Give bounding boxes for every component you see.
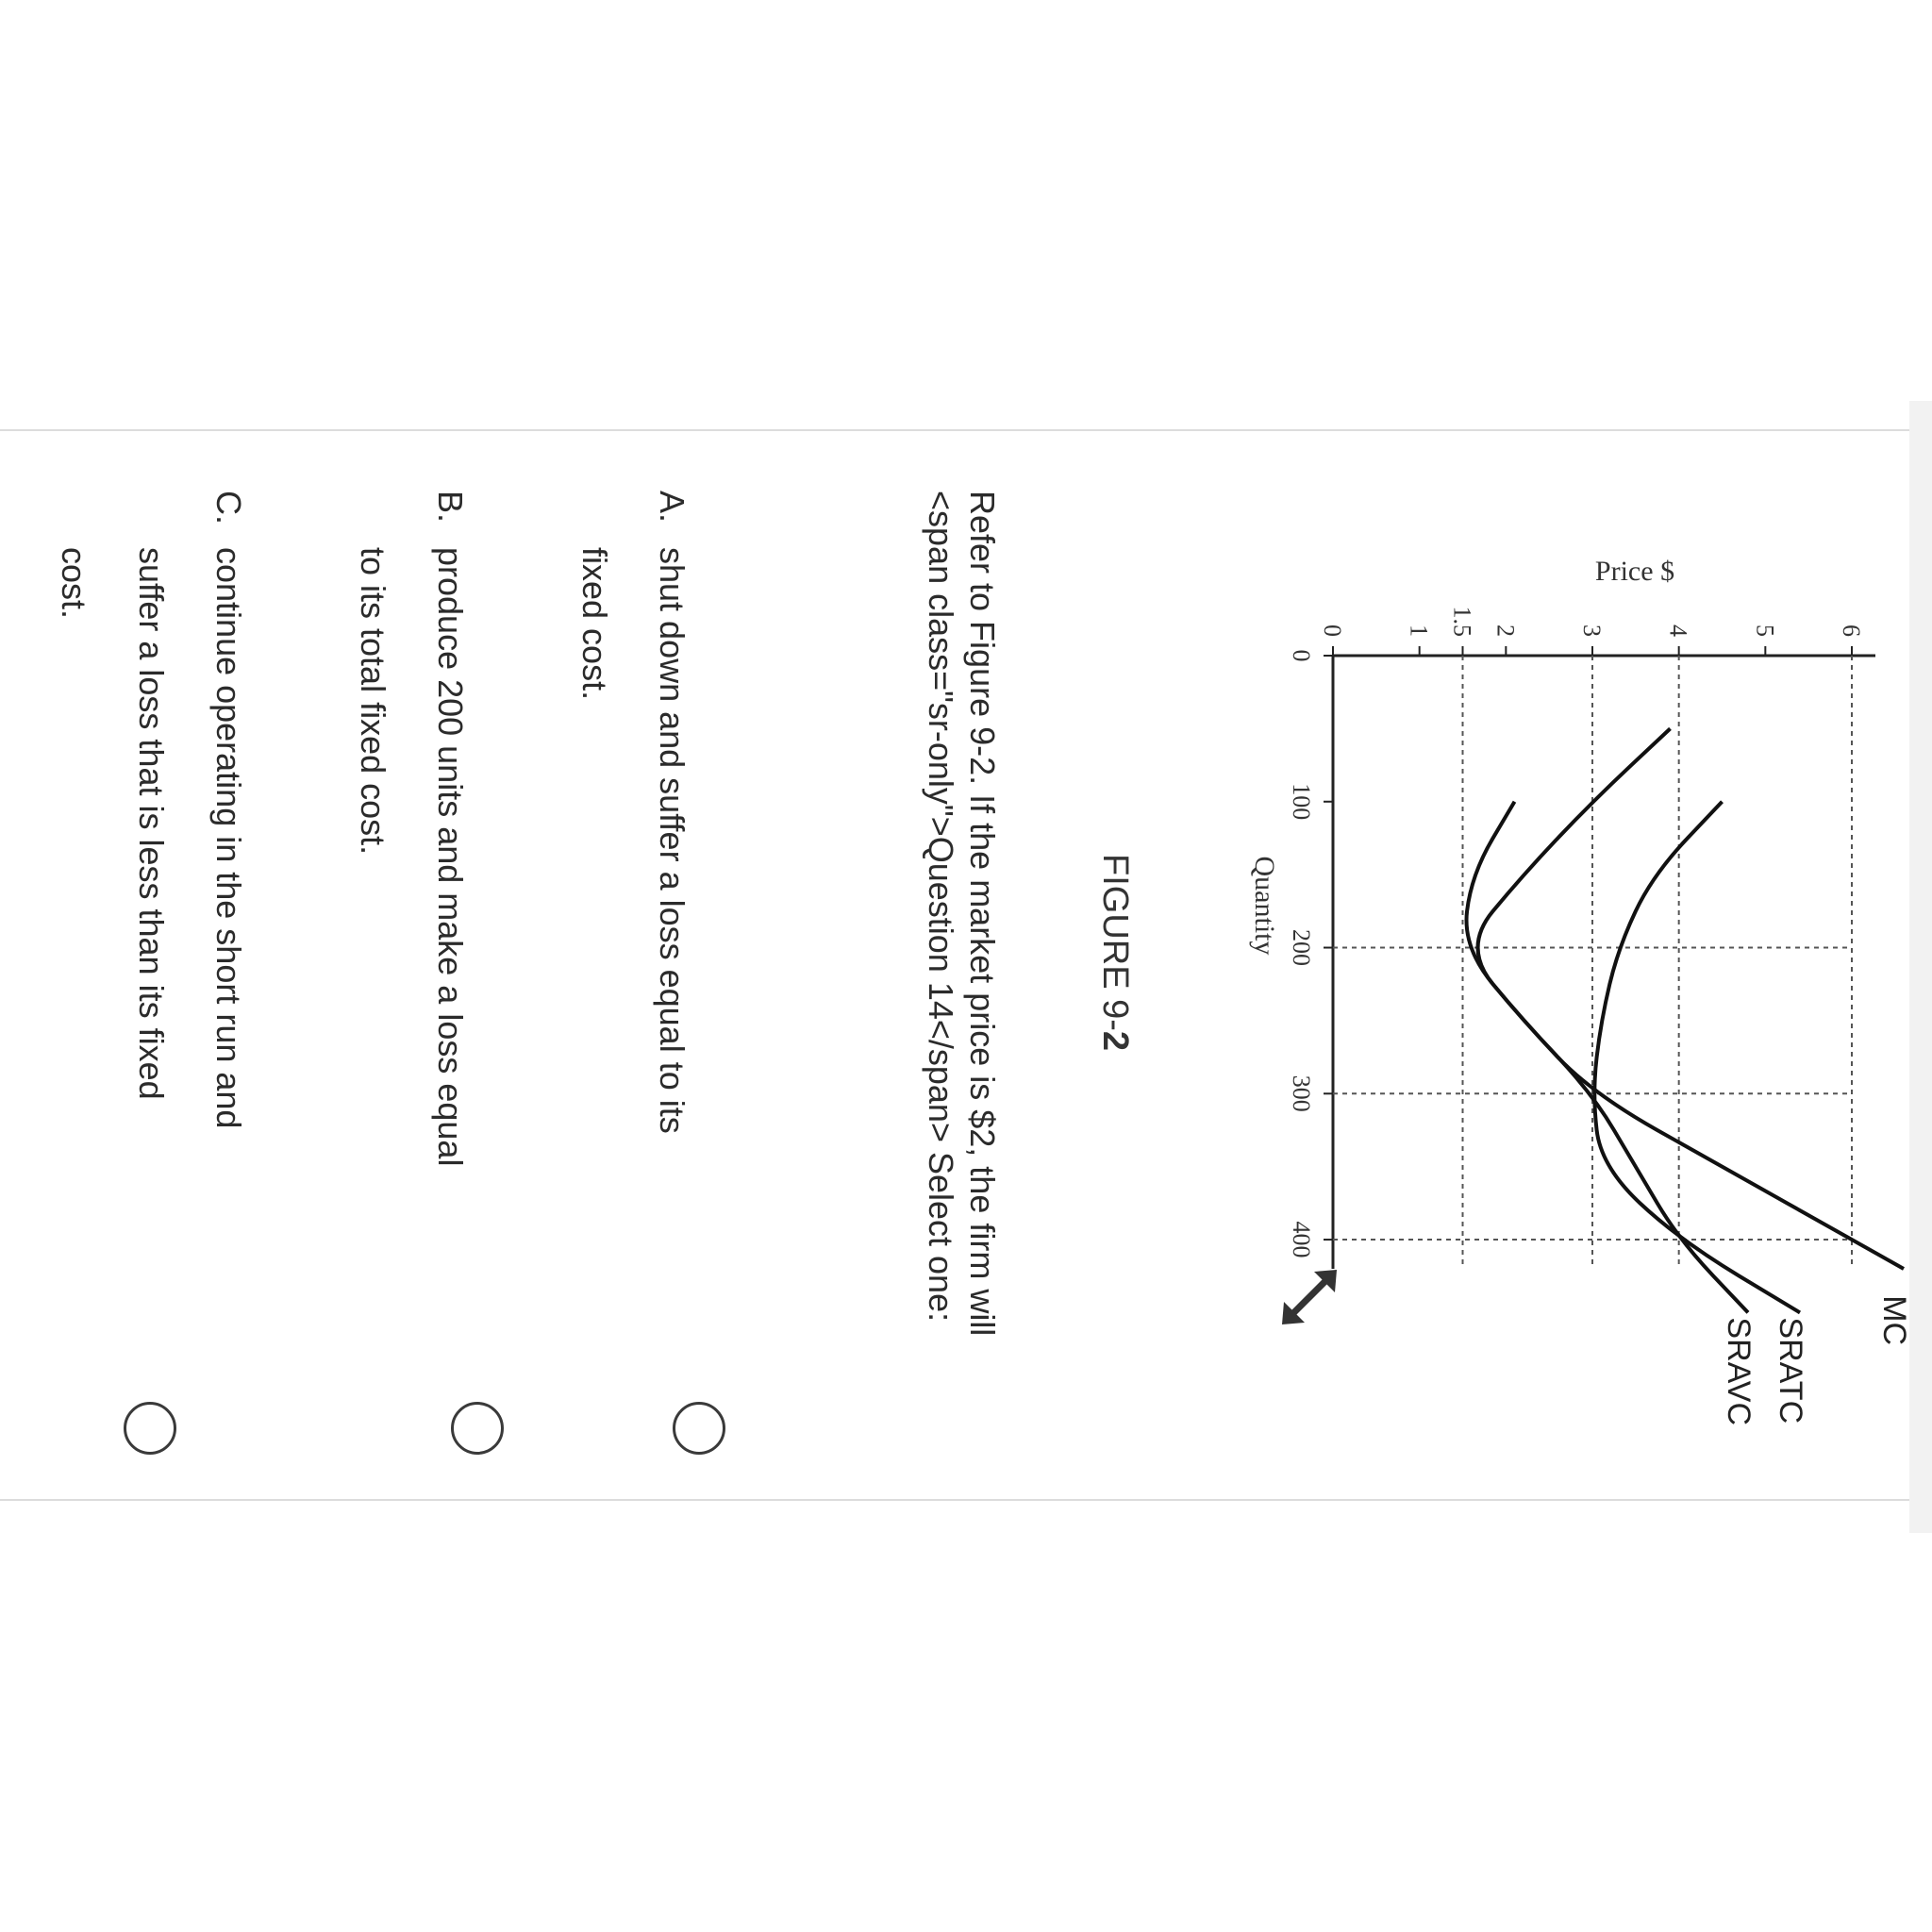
- option-c-radio[interactable]: [124, 1402, 176, 1455]
- y-tick-label: 4: [1664, 625, 1692, 637]
- y-tick-label: 6: [1838, 625, 1865, 637]
- question-text: Refer to Figure 9-2. If the market price is $2, the firm will <span class="sr-only">Question 14</span> Select one:: [920, 491, 1003, 1358]
- x-tick-label: 200: [1288, 929, 1315, 967]
- expand-diagonal-icon[interactable]: [1276, 1264, 1342, 1330]
- option-letter: B.: [431, 491, 470, 524]
- x-tick-label: 300: [1288, 1074, 1315, 1112]
- answer-option-b[interactable]: [354, 491, 489, 1434]
- y-tick-label: 5: [1751, 625, 1779, 637]
- sravc-curve: [1467, 802, 1748, 1313]
- curve-label-mc: MC: [1875, 1295, 1912, 1346]
- answer-option-c[interactable]: [50, 491, 267, 1434]
- x-tick-label: 400: [1288, 1221, 1315, 1258]
- option-letter: C.: [209, 491, 248, 525]
- question-hidden-span-text: <span class="sr-only">Question 14</span> Select one:: [922, 491, 960, 1323]
- curve-label-sratc: SRATC: [1772, 1317, 1808, 1424]
- option-a-radio[interactable]: [673, 1402, 725, 1455]
- option-text-line: suffer a loss that is less than its fixed: [132, 547, 171, 1100]
- option-text-line: fixed cost.: [575, 547, 614, 701]
- curve-label-sravc: SRAVC: [1720, 1317, 1757, 1426]
- x-axis-label: Quantity: [1249, 856, 1280, 956]
- y-tick-label: 2: [1491, 625, 1520, 637]
- option-text-line: cost.: [55, 547, 93, 620]
- mc-curve: [1478, 728, 1904, 1269]
- option-b-radio[interactable]: [451, 1402, 504, 1455]
- answer-option-a[interactable]: [575, 491, 710, 1434]
- option-text-line: shut down and suffer a loss equal to its: [653, 547, 691, 1134]
- option-text-line: continue operating in the short run and: [209, 547, 248, 1129]
- option-letter: A.: [653, 491, 691, 524]
- y-tick-label: 1.5: [1448, 606, 1476, 637]
- y-tick-label: 1: [1405, 625, 1433, 637]
- y-tick-label: 3: [1578, 625, 1606, 637]
- sratc-curve: [1594, 802, 1800, 1313]
- option-text-line: produce 200 units and make a loss equal: [431, 547, 470, 1167]
- figure-title: FIGURE 9-2: [1095, 854, 1135, 1052]
- x-tick-label: 0: [1288, 649, 1315, 662]
- y-axis-label: Price $: [1594, 556, 1675, 587]
- option-text-line: to its total fixed cost.: [354, 547, 392, 856]
- y-tick-label: 0: [1319, 625, 1346, 637]
- x-tick-label: 100: [1288, 783, 1315, 821]
